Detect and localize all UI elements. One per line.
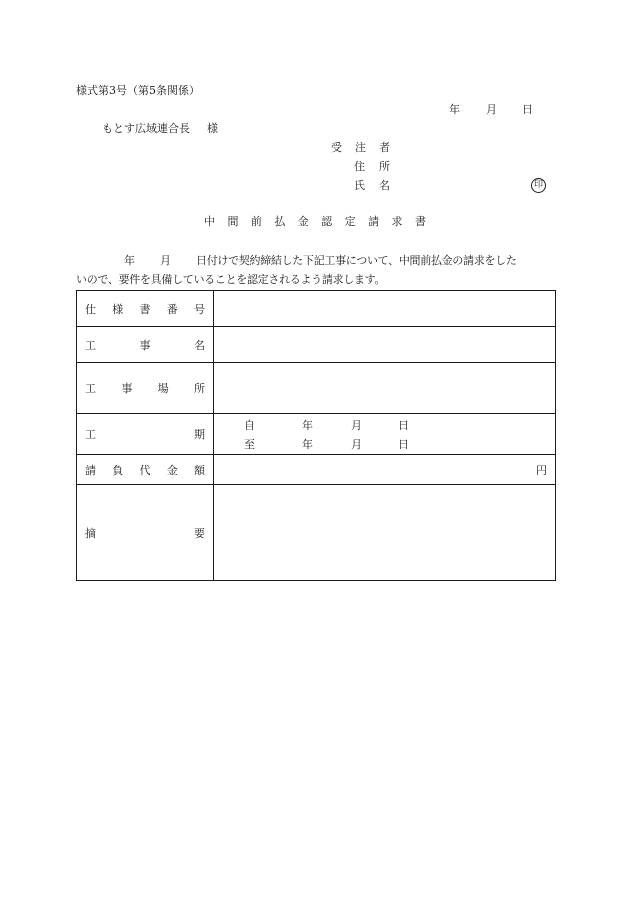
row-contract-amount: [77, 455, 556, 485]
value-remarks[interactable]: [214, 485, 556, 581]
date-month-label: 月: [486, 103, 497, 116]
yen-unit: 円: [536, 463, 547, 477]
value-contract-amount[interactable]: [214, 455, 556, 485]
value-spec-number[interactable]: [214, 291, 556, 327]
seal-mark: 印: [531, 178, 546, 193]
period-from: 自 年 月 日: [244, 418, 409, 432]
addressee-honorific: 様: [207, 122, 218, 135]
label-work-place: 工 事 場 所: [77, 363, 214, 414]
row-work-place: [77, 363, 556, 414]
body-line2: いので、要件を具備していることを認定されるよう請求します。: [76, 273, 386, 286]
form-number: 様式第3号（第5条関係）: [76, 84, 200, 97]
row-remarks: [77, 485, 556, 581]
document-title: 中 間 前 払 金 認 定 請 求 書: [204, 215, 426, 228]
value-work-place[interactable]: [214, 363, 556, 414]
row-period: [77, 414, 556, 455]
body-year-label: 年: [124, 254, 135, 267]
period-to: 至 年 月 日: [244, 437, 409, 451]
label-spec-number: 仕 様 書 番 号: [77, 291, 214, 327]
date-year-label: 年: [449, 103, 460, 116]
label-period: 工 期: [77, 414, 214, 455]
row-work-name: [77, 327, 556, 363]
value-work-name[interactable]: [214, 327, 556, 363]
contractor-name-label: 氏 名: [354, 179, 390, 192]
contractor-role-label: 受 注 者: [331, 141, 390, 154]
row-spec-number: [77, 291, 556, 327]
value-period[interactable]: [214, 414, 556, 455]
label-contract-amount: 請 負 代 金 額: [77, 455, 214, 485]
addressee-name: もとす広域連合長: [102, 122, 190, 135]
body-month-label: 月: [160, 254, 171, 267]
body-line1: 日付けで契約締結した下記工事について、中間前払金の請求をした: [196, 254, 517, 267]
request-table: [76, 290, 556, 581]
label-work-name: 工 事 名: [77, 327, 214, 363]
contractor-address-label: 住 所: [354, 160, 390, 173]
label-remarks: 摘 要: [77, 485, 214, 581]
date-day-label: 日: [522, 103, 533, 116]
